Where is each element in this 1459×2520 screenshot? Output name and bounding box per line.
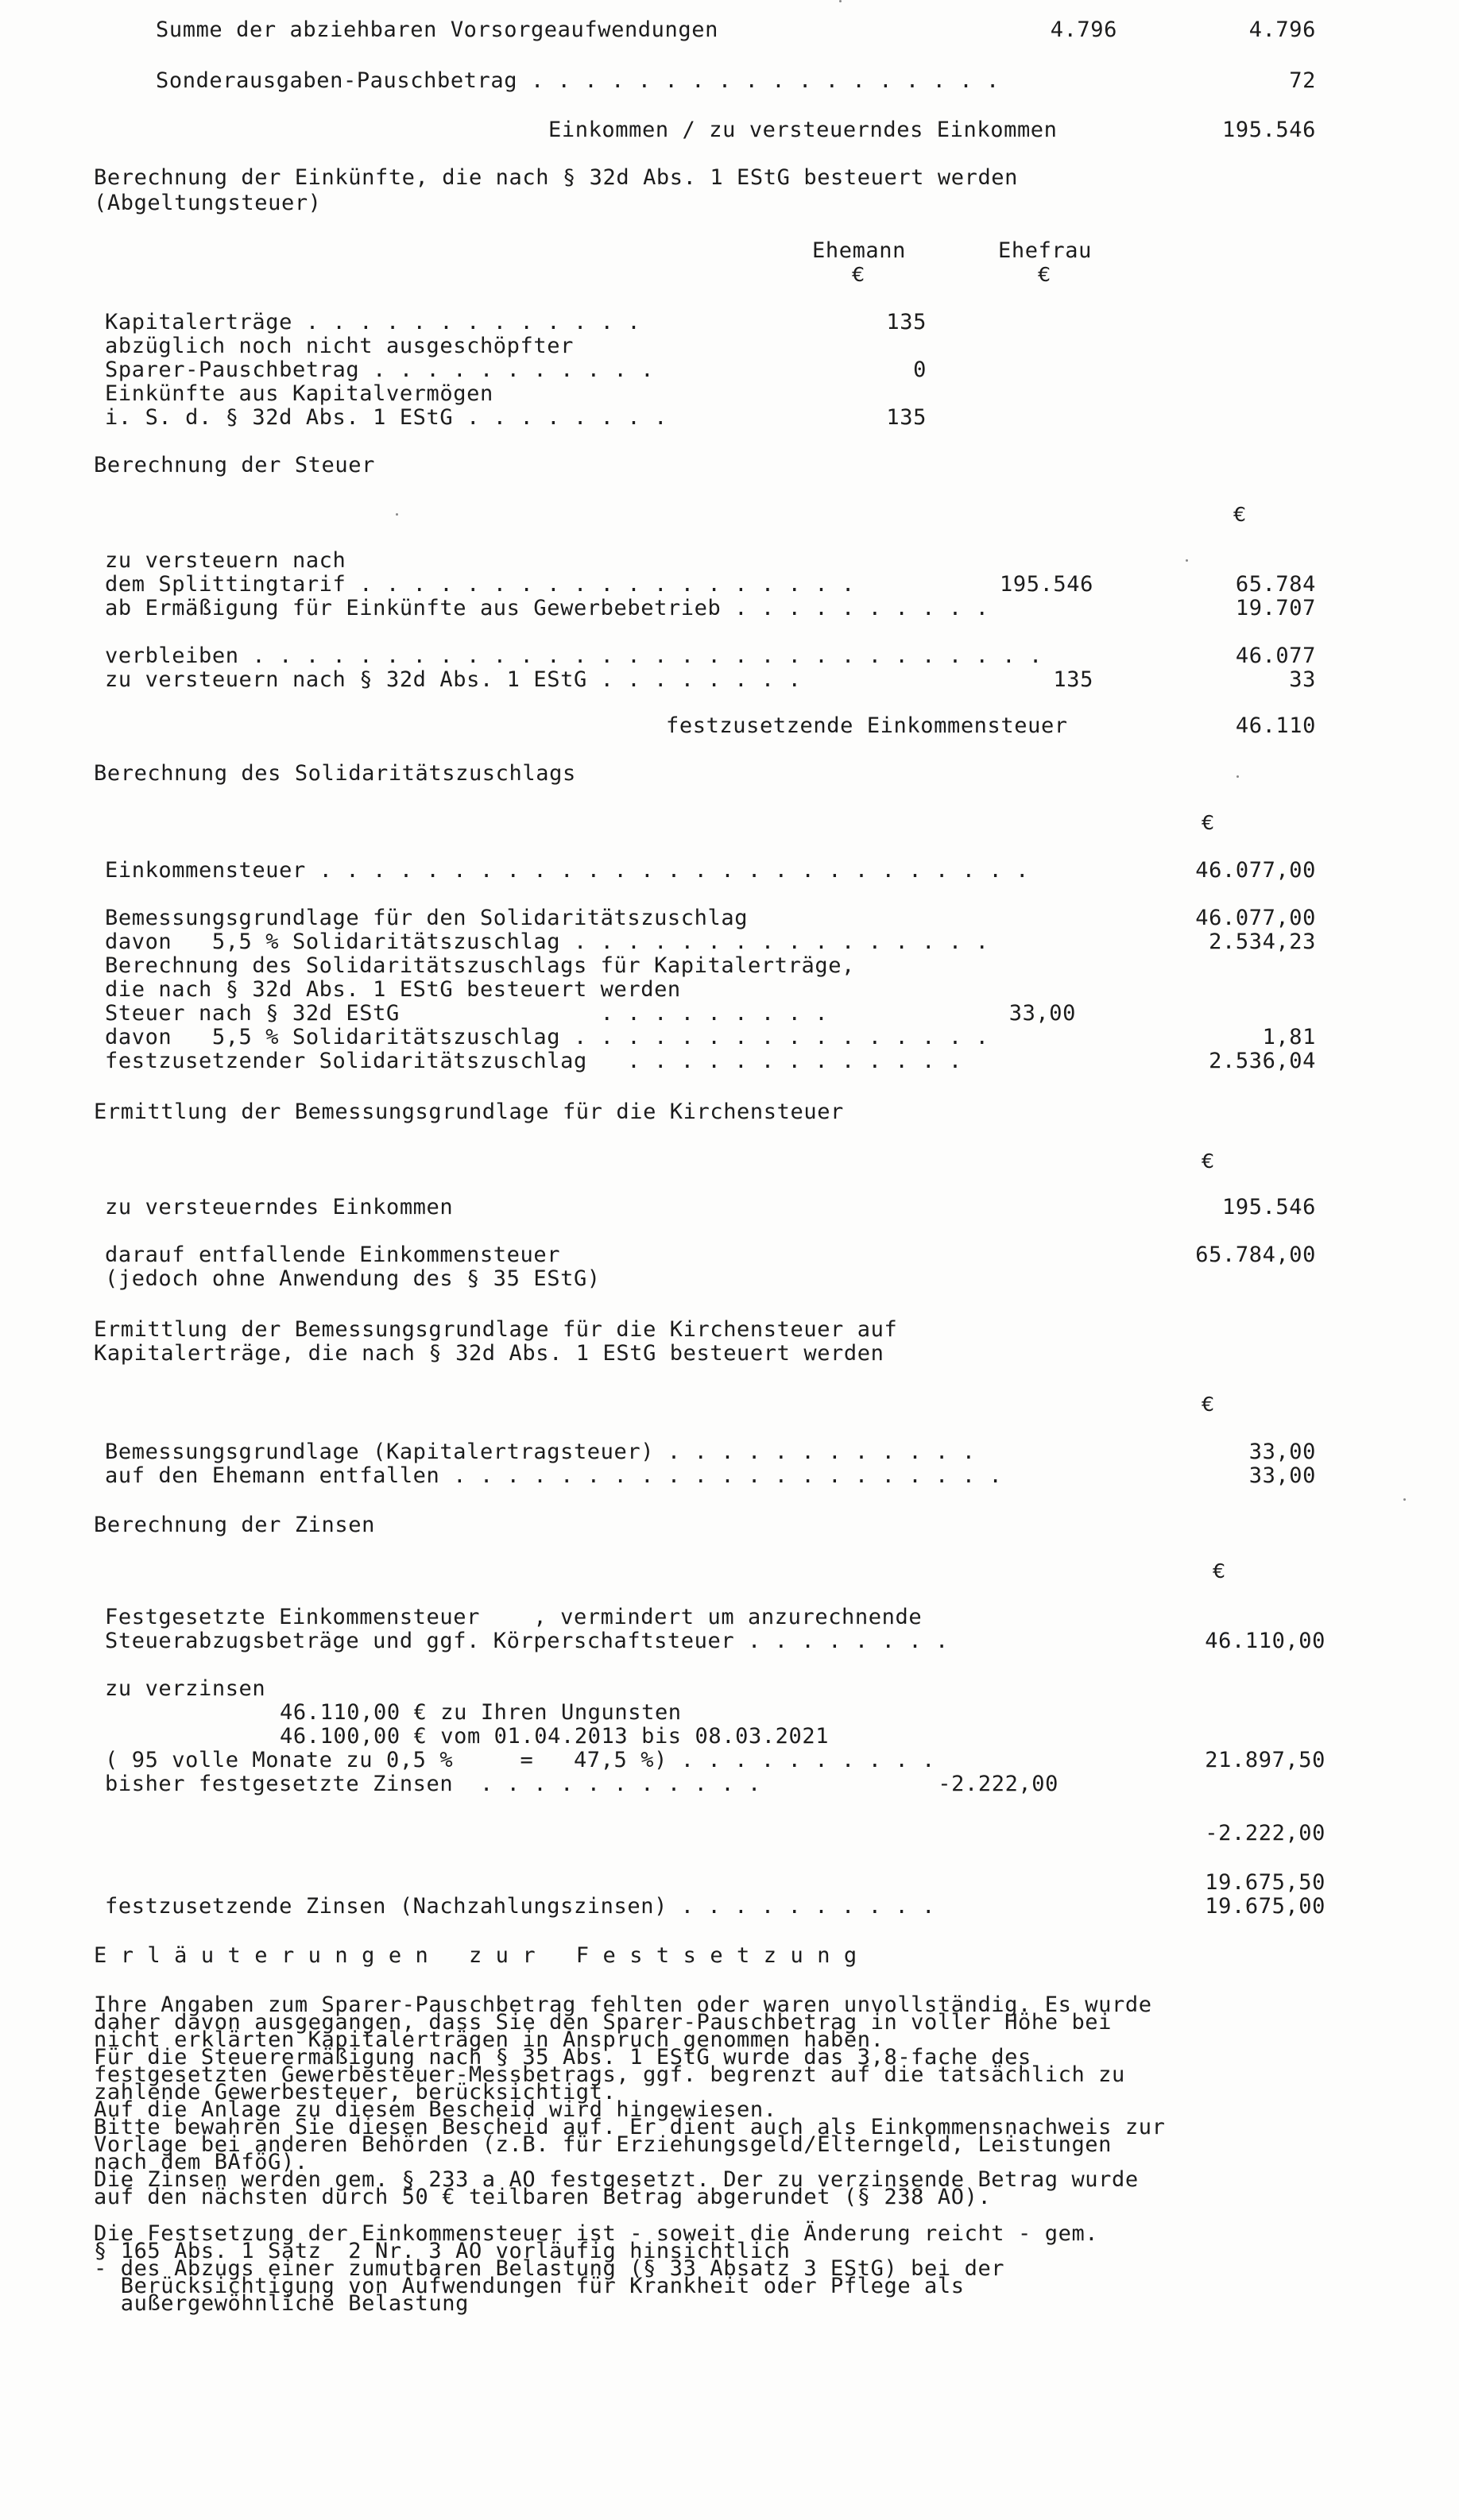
explanation-line: Vorlage bei anderen Behörden (z.B. für Erziehungsgeld/Elterngeld, Leistungen bbox=[94, 2132, 1113, 2157]
explanation-line: Für die Steuerermäßigung nach § 35 Abs. 1 EStG wurde das 3,8-fache des bbox=[94, 2045, 1031, 2070]
explanation-line: Bitte bewahren Sie diesen Bescheid auf. Er dient auch als Einkommensnachweis zur bbox=[94, 2115, 1166, 2139]
section-heading-zinsen: Berechnung der Zinsen bbox=[94, 1513, 375, 1537]
scan-artifact bbox=[1186, 559, 1188, 562]
euro-symbol: € bbox=[1202, 1150, 1215, 1173]
section-heading-kirchensteuer: Ermittlung der Bemessungsgrundlage für die Kirchensteuer bbox=[94, 1100, 844, 1124]
section-subheading-kirchensteuer-kapital: Kapitalerträge, die nach § 32d Abs. 1 EStG besteuert werden bbox=[94, 1341, 884, 1366]
zve-value: 195.546 bbox=[1222, 1195, 1316, 1219]
steuerabzug-value: 46.110,00 bbox=[1205, 1629, 1325, 1653]
explanation-line: Die Festsetzung der Einkommensteuer ist - soweit die Änderung reicht - gem. bbox=[94, 2221, 1099, 2246]
section-heading-kirchensteuer-kapital: Ermittlung der Bemessungsgrundlage für die Kirchensteuer auf bbox=[94, 1317, 898, 1342]
bisher-zinsen-total: -2.222,00 bbox=[1205, 1821, 1325, 1846]
explanation-line: daher davon ausgegangen, dass Sie den Sparer-Pauschbetrag in voller Höhe bei bbox=[94, 2010, 1113, 2035]
steuerabzug-label: Steuerabzugsbeträge und ggf. Körperschaftsteuer . . . . . . . . bbox=[105, 1629, 949, 1653]
soli-davon-value: 2.534,23 bbox=[1209, 930, 1316, 954]
scan-artifact bbox=[1236, 775, 1239, 778]
explanation-line: festgesetzten Gewerbesteuer-Messbetrags, ggf. begrenzt auf die tatsächlich zu bbox=[94, 2062, 1125, 2087]
splittingtarif-label: dem Splittingtarif . . . . . . . . . . . . . . . . . . . bbox=[105, 572, 855, 597]
festgesetzte-est-label: Festgesetzte Einkommensteuer , vermindert um anzurechnende bbox=[105, 1605, 923, 1629]
kapitalertraege-label: Kapitalerträge . . . . . . . . . . . . . bbox=[105, 310, 641, 334]
einkommen-value: 195.546 bbox=[1222, 118, 1316, 142]
festzusetzender-soli-label: festzusetzender Solidaritätszuschlag . . . . . . . . . . . . . bbox=[105, 1049, 962, 1073]
nachzahlungszinsen-label: festzusetzende Zinsen (Nachzahlungszinsen) . . . . . . . . . . bbox=[105, 1894, 936, 1919]
section-heading-steuer: Berechnung der Steuer bbox=[94, 453, 375, 477]
nachzahlungszinsen-value: 19.675,00 bbox=[1205, 1894, 1325, 1919]
soli-kapital-davon-value: 1,81 bbox=[1262, 1025, 1316, 1049]
sparer-pauschbetrag-label: Sparer-Pauschbetrag . . . . . . . . . . . bbox=[105, 358, 655, 382]
section-heading-erlaeuterungen: E r l ä u t e r u n g e n z u r F e s t s e t z u n g bbox=[94, 1943, 857, 1968]
ermaessigung-value: 19.707 bbox=[1235, 596, 1316, 620]
steuer-32d-value: 33,00 bbox=[1008, 1001, 1076, 1026]
kapest-bemessung-label: Bemessungsgrundlage (Kapitalertragsteuer) . . . . . . . . . . . . bbox=[105, 1440, 976, 1464]
soli-kapital-davon-label: davon 5,5 % Solidaritätszuschlag . . . . . . . . . . . . . . . . bbox=[105, 1025, 989, 1049]
verbleiben-label: verbleiben . . . . . . . . . . . . . . . . . . . . . . . . . . . . . . bbox=[105, 644, 1043, 668]
entfallende-est-value: 65.784,00 bbox=[1195, 1243, 1316, 1267]
soli-bemessung-value: 46.077,00 bbox=[1195, 906, 1316, 930]
explanation-line: außergewöhnliche Belastung bbox=[94, 2291, 469, 2316]
explanation-line: nicht erklärten Kapitalerträgen in Anspruch genommen haben. bbox=[94, 2027, 884, 2052]
scan-artifact bbox=[839, 0, 842, 2]
section-heading-einkuenfte: Berechnung der Einkünfte, die nach § 32d Abs. 1 EStG besteuert werden bbox=[94, 165, 1019, 190]
zu-versteuern-32d-base: 135 bbox=[1053, 667, 1093, 692]
kapitalertraege-value: 135 bbox=[886, 310, 927, 334]
festzusetzende-est-label: festzusetzende Einkommensteuer bbox=[666, 713, 1068, 738]
column-header-ehefrau: Ehefrau bbox=[998, 238, 1092, 263]
explanation-line: auf den nächsten durch 50 € teilbaren Betrag abgerundet (§ 238 AO). bbox=[94, 2185, 992, 2209]
vorsorge-sum-label: Summe der abziehbaren Vorsorgeaufwendungen bbox=[156, 17, 718, 42]
zinsen-zeitraum-line: 46.100,00 € vom 01.04.2013 bis 08.03.2021 bbox=[280, 1724, 830, 1749]
ermaessigung-label: ab Ermäßigung für Einkünfte aus Gewerbebetrieb . . . . . . . . . . bbox=[105, 596, 989, 620]
explanation-line: nach dem BAföG). bbox=[94, 2150, 308, 2174]
festzusetzender-soli-value: 2.536,04 bbox=[1209, 1049, 1316, 1073]
bisher-zinsen-label: bisher festgesetzte Zinsen . . . . . . . . . . . bbox=[105, 1772, 761, 1796]
bisher-zinsen-value: -2.222,00 bbox=[938, 1772, 1058, 1796]
section-heading-soli: Berechnung des Solidaritätszuschlags bbox=[94, 761, 576, 786]
sparer-pauschbetrag-value: 0 bbox=[913, 358, 927, 382]
explanation-line: Berücksichtigung von Aufwendungen für Krankheit oder Pflege als bbox=[94, 2274, 965, 2298]
scan-artifact bbox=[396, 513, 398, 516]
vorsorge-sum-value-1: 4.796 bbox=[1050, 17, 1117, 42]
section-subheading-abgeltungsteuer: (Abgeltungsteuer) bbox=[94, 191, 322, 215]
scan-artifact bbox=[1403, 1498, 1406, 1501]
zinsen-ungunsten-line: 46.110,00 € zu Ihren Ungunsten bbox=[280, 1700, 682, 1725]
ehemann-entfallen-label: auf den Ehemann entfallen . . . . . . . . . . . . . . . . . . . . . bbox=[105, 1463, 1003, 1488]
einkommen-label: Einkommen / zu versteuerndes Einkommen bbox=[548, 118, 1058, 142]
soli-davon-label: davon 5,5 % Solidaritätszuschlag . . . . . . . . . . . . . . . . bbox=[105, 930, 989, 954]
sonderausgaben-label: Sonderausgaben-Pauschbetrag . . . . . . . . . . . . . . . . . . bbox=[156, 68, 1000, 93]
euro-symbol: € bbox=[1202, 1393, 1215, 1416]
splittingtarif-base: 195.546 bbox=[1000, 572, 1093, 597]
einkuenfte-kapital-label: Einkünfte aus Kapitalvermögen bbox=[105, 381, 493, 406]
zinsen-monate-label: ( 95 volle Monate zu 0,5 % = 47,5 %) . . . . . . . . . . bbox=[105, 1748, 936, 1772]
euro-symbol: € bbox=[1202, 811, 1215, 834]
zu-versteuern-32d-tax: 33 bbox=[1289, 667, 1316, 692]
zinsen-zwischensumme: 19.675,50 bbox=[1205, 1870, 1325, 1895]
zu-verzinsen-label: zu verzinsen bbox=[105, 1676, 266, 1701]
euro-symbol: € bbox=[1038, 263, 1051, 286]
ohne-35-label: (jedoch ohne Anwendung des § 35 EStG) bbox=[105, 1266, 601, 1291]
einkommensteuer-value: 46.077,00 bbox=[1195, 858, 1316, 883]
zinsen-monate-value: 21.897,50 bbox=[1205, 1748, 1325, 1772]
soli-bemessung-label: Bemessungsgrundlage für den Solidaritätszuschlag bbox=[105, 906, 749, 930]
festzusetzende-est-value: 46.110 bbox=[1235, 713, 1316, 738]
abzueglich-label: abzüglich noch nicht ausgeschöpfter bbox=[105, 334, 574, 358]
einkuenfte-32d-label: i. S. d. § 32d Abs. 1 EStG . . . . . . . . bbox=[105, 405, 668, 430]
einkommensteuer-label: Einkommensteuer . . . . . . . . . . . . . . . . . . . . . . . . . . . bbox=[105, 858, 1030, 883]
explanation-line: zahlende Gewerbesteuer, berücksichtigt. bbox=[94, 2080, 617, 2105]
einkuenfte-32d-value: 135 bbox=[886, 405, 927, 430]
sonderausgaben-value: 72 bbox=[1289, 68, 1316, 93]
steuer-32d-label: Steuer nach § 32d EStG . . . . . . . . . bbox=[105, 1001, 829, 1026]
soli-kapital-heading: Berechnung des Solidaritätszuschlags für Kapitalerträge, bbox=[105, 953, 855, 978]
verbleiben-value: 46.077 bbox=[1235, 644, 1316, 668]
explanation-line: Auf die Anlage zu diesem Bescheid wird hingewiesen. bbox=[94, 2097, 777, 2122]
vorsorge-sum-value-2: 4.796 bbox=[1248, 17, 1316, 42]
euro-symbol: € bbox=[852, 263, 865, 286]
zu-versteuern-label: zu versteuern nach bbox=[105, 548, 346, 573]
column-header-ehemann: Ehemann bbox=[812, 238, 906, 263]
euro-symbol: € bbox=[1213, 1560, 1226, 1583]
kapest-bemessung-value: 33,00 bbox=[1248, 1440, 1316, 1464]
entfallende-est-label: darauf entfallende Einkommensteuer bbox=[105, 1243, 561, 1267]
ehemann-entfallen-value: 33,00 bbox=[1248, 1463, 1316, 1488]
euro-symbol: € bbox=[1233, 503, 1247, 526]
zu-versteuern-32d-label: zu versteuern nach § 32d Abs. 1 EStG . . . . . . . . bbox=[105, 667, 802, 692]
splittingtarif-tax: 65.784 bbox=[1235, 572, 1316, 597]
zve-label: zu versteuerndes Einkommen bbox=[105, 1195, 454, 1219]
soli-kapital-subheading: die nach § 32d Abs. 1 EStG besteuert werden bbox=[105, 977, 681, 1002]
explanation-line: Ihre Angaben zum Sparer-Pauschbetrag fehlten oder waren unvollständig. Es wurde bbox=[94, 1992, 1152, 2017]
explanation-line: - des Abzugs einer zumutbaren Belastung (§ 33 Absatz 3 EStG) bei der bbox=[94, 2256, 1005, 2281]
explanation-line: Die Zinsen werden gem. § 233 a AO festgesetzt. Der zu verzinsende Betrag wurde bbox=[94, 2167, 1139, 2192]
explanation-line: § 165 Abs. 1 Satz 2 Nr. 3 AO vorläufig hinsichtlich bbox=[94, 2239, 791, 2263]
